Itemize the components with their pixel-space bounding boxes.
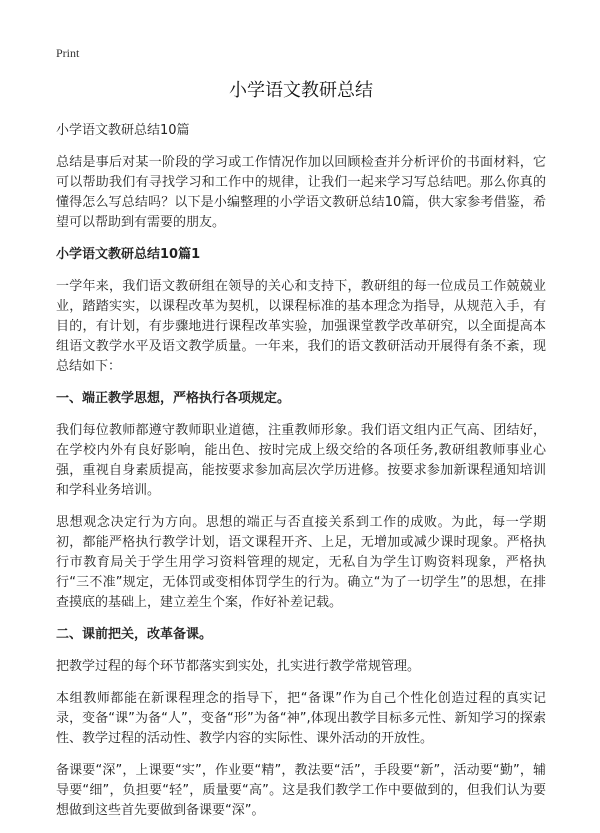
subheading-1: 一、端正教学思想，严格执行各项规定。: [56, 391, 291, 406]
document-subtitle: 小学语文教研总结10篇: [56, 123, 190, 138]
document-body: [56, 78, 546, 833]
paragraph-3: 思想观念决定行为方向。思想的端正与否直接关系到工作的成败。为此，每一学期初，都能严格执行教学计划，语文课程开齐、上足，无增加或减少课时现象。严格执行市教育局关于学生用学习资料管理的规定，无私自为学生订购资料现象，严格执行“三不准”规定，无体罚或变相体罚学生的行为。确立“为了一切学生”的思想，在排查摸底的基础上，建立差生个案，作好补差记载。: [56, 515, 546, 610]
paragraph-2: 我们每位教师都遵守教师职业道德，注重教师形象。我们语文组内正气高、团结好，在学校内外有良好影响，能出色、按时完成上级交给的各项任务,教研组教师事业心强，重视自身素质提高，能按要求参加高层次学历进修。按要求参加新课程通知培训和学科业务培训。: [56, 423, 546, 498]
paragraph-4: 把教学过程的每个环节都落实到实处，扎实进行教学常规管理。: [56, 659, 421, 674]
paragraph-1: 一学年来，我们语文教研组在领导的关心和支持下，教研组的每一位成员工作兢兢业业，踏踏实实，以课程改革为契机，以课程标准的基本理念为指导，从规范入手，有目的，有计划，有步骤地进行课程改革实验，加强课堂教学改革研究，以全面提高本组语文教学水平及语文教学质量。一年来，我们的语文教研活动开展得有条不紊，现总结如下：: [56, 279, 546, 374]
paragraph-5: 本组教师都能在新课程理念的指导下，把“备课”作为自己个性化创造过程的真实记录，变备“课”为备“人”，变备“形”为备“神”,体现出教学目标多元性、新知学习的探索性、教学过程的活动性、教学内容的实际性、课外活动的开放性。: [56, 691, 546, 746]
paragraph-6: 备课要“深”，上课要“实”，作业要“精”，教法要“活”，手段要“新”，活动要“勤”，辅导要“细”，负担要“轻”，质量要“高”。这是我们教学工作中要做到的，但我们认为要想做到这些首先要做到备课要“深”。: [56, 763, 546, 818]
intro-paragraph: 总结是事后对某一阶段的学习或工作情况作加以回顾检查并分析评价的书面材料，它可以帮助我们有寻找学习和工作中的规律，让我们一起来学习写总结吧。那么你真的懂得怎么写总结吗？以下是小编整理的小学语文教研总结10篇，供大家参考借鉴，希望可以帮助到有需要的朋友。: [56, 155, 546, 230]
subheading-2: 二、课前把关，改革备课。: [56, 627, 213, 642]
print-link[interactable]: Print: [56, 46, 80, 60]
page-title: 小学语文教研总结: [229, 80, 373, 101]
section-heading: 小学语文教研总结10篇1: [56, 247, 201, 262]
